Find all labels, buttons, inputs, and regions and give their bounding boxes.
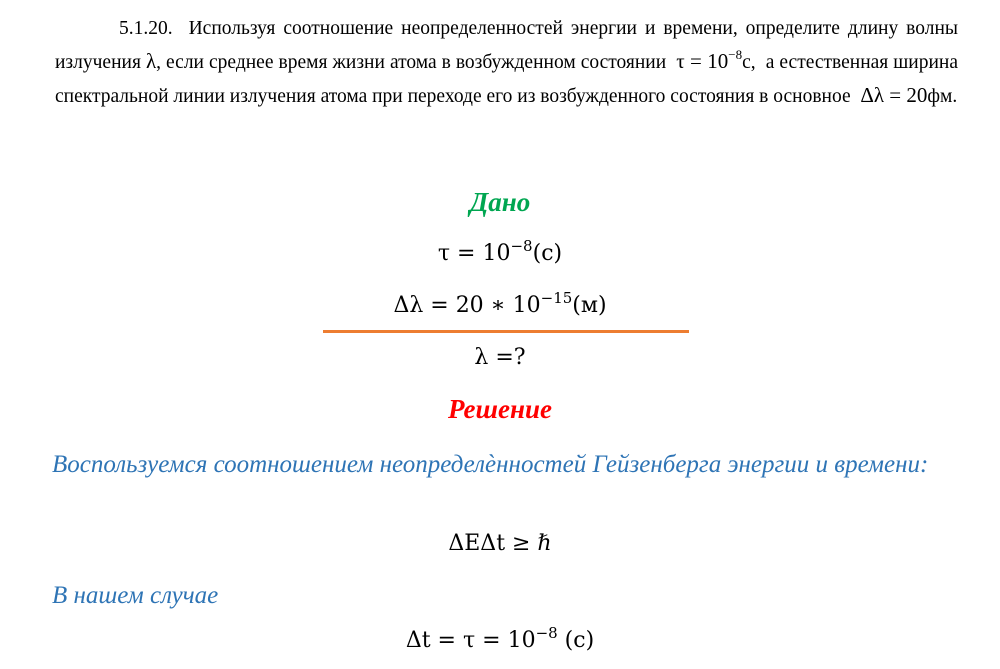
lambda-symbol: λ <box>145 49 157 73</box>
given-tau-exponent: −8 <box>510 237 533 255</box>
tau-expression: τ = 10 <box>676 49 729 73</box>
delta-t-lhs: Δt = τ = 10 <box>405 628 536 653</box>
given-tau-unit: (с) <box>532 241 563 266</box>
tau-exponent: −8 <box>728 47 743 62</box>
solution-heading: Решение <box>448 394 552 424</box>
delta-t-exponent: −8 <box>535 624 558 642</box>
problem-text-3: а естественная ширина спектральной линии излучения атома при переходе его из возбужденного состояния в основное <box>55 52 959 107</box>
delta-t-equation <box>0 624 1000 653</box>
solution-paragraph-2: В нашем случае <box>52 582 219 609</box>
uncertainty-equation: ΔEΔt ≥ ℏ <box>448 531 552 556</box>
given-delta-lambda-exponent: −15 <box>540 289 573 307</box>
find-lambda: λ =? <box>474 345 526 370</box>
given-tau-lhs: τ = 10 <box>437 241 511 266</box>
given-delta-lambda-lhs: Δλ = 20 ∗ 10 <box>393 293 541 318</box>
given-delta-lambda <box>0 289 1000 318</box>
given-heading: Дано <box>469 187 531 217</box>
given-divider-line <box>323 330 689 333</box>
given-tau <box>0 237 1000 266</box>
solution-paragraph-1: Воспользуемся соотношением неопределѐнностей Гейзенберга энергии и времени: <box>52 451 929 478</box>
problem-statement <box>55 12 958 113</box>
problem-text-2: , если среднее время жизни атома в возбужденном состоянии <box>156 52 667 73</box>
problem-text-1: Используя соотношение неопределенностей энергии и времени, определите длину волны излучения <box>55 18 958 73</box>
given-delta-lambda-unit: (м) <box>572 293 607 318</box>
delta-lambda-expression: Δλ = 20 <box>860 83 928 107</box>
delta-lambda-unit: фм. <box>927 86 958 107</box>
delta-t-unit: (c) <box>557 628 595 653</box>
problem-number: 5.1.20. <box>119 18 173 39</box>
tau-unit: с, <box>742 52 756 73</box>
